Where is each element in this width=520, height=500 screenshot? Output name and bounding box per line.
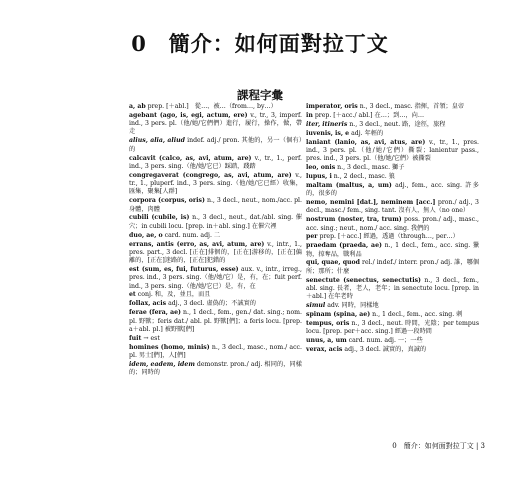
definition: adv. 同時，同樣地 bbox=[325, 302, 379, 310]
definition: card. num. adj. 二 bbox=[162, 231, 221, 239]
vocab-entry bbox=[306, 311, 479, 319]
headword: agebant (ago, is, egi, actum, ere) bbox=[129, 111, 248, 119]
vocab-entry bbox=[129, 241, 302, 266]
headword: nemo, nemini [dat.], neminem [acc.] bbox=[306, 199, 436, 207]
definition: v., tr., 1., pluperf. ind., 3 pers. sing.（他/她/它已經）收集，匯集，聚集[人群] bbox=[129, 171, 302, 196]
definition: prep. [＋abl.] 從…、被…（from…, by…） bbox=[145, 103, 277, 110]
vocab-entry bbox=[306, 182, 479, 199]
vocab-entry bbox=[306, 233, 479, 241]
vocab-column-right bbox=[306, 103, 479, 355]
vocab-entry bbox=[306, 112, 479, 120]
vocab-entry bbox=[306, 302, 479, 310]
headword: errans, antis (erro, as, avi, atum, are) bbox=[129, 240, 265, 248]
headword: qui, quae, quod bbox=[306, 259, 360, 267]
headword: verax, acis bbox=[306, 346, 343, 353]
headword: per bbox=[306, 233, 318, 241]
headword: maltam (maltus, a, um) bbox=[306, 181, 392, 189]
vocab-entry bbox=[306, 277, 479, 302]
headword: iuvenis, is, e bbox=[306, 129, 350, 137]
definition: rel./ indef./ interr. pron./ adj. 誰，哪個所；那所；什麼 bbox=[306, 259, 480, 275]
headword: duo, ae, o bbox=[129, 231, 163, 239]
chapter-title: 0 簡介：如何面對拉丁文 bbox=[131, 31, 389, 56]
vocab-entry bbox=[306, 216, 479, 233]
vocab-entry bbox=[306, 103, 479, 111]
definition: adj., 3 decl. 虛偽的；不誠實的 bbox=[166, 300, 256, 308]
definition: n., 1 decl., fem., gen./ dat. sing.; nom. pl. 野獸；feris dat./ abl. pl. 野獸[們]；a feris locu. [prep. a＋abl. pl.] 被野獸[們] bbox=[129, 309, 303, 333]
vocab-entry bbox=[129, 214, 302, 231]
vocab-entry bbox=[129, 103, 302, 111]
vocab-entry bbox=[129, 137, 302, 154]
vocab-entry bbox=[129, 266, 302, 291]
headword: fuit bbox=[129, 334, 142, 342]
definition: n., 1 decl., fem., acc. sing. 刺 bbox=[370, 311, 463, 319]
vocab-entry bbox=[129, 309, 302, 334]
definition: v., tr., 1., perf. ind., 3 pers. sing.（他/她/它已）踩踏，踐踏 bbox=[129, 154, 303, 170]
vocab-entry bbox=[306, 199, 479, 216]
vocab-entry bbox=[129, 112, 302, 137]
vocab-entry bbox=[129, 344, 302, 361]
vocab-entry bbox=[306, 130, 479, 138]
section-title: 課程字彙 bbox=[237, 88, 283, 102]
page-footer: 0 簡介：如何面對拉丁文 | 3 bbox=[392, 442, 485, 450]
headword: a, ab bbox=[129, 103, 146, 110]
vocab-entry bbox=[129, 172, 302, 197]
vocab-entry bbox=[306, 121, 479, 129]
definition: aux. v., intr., irreg., pres. ind., 3 pers. sing.（他/她/它）是，有，在；fuit perf. ind., 3 pers. sing.（他/她/它已）是，有，在 bbox=[129, 265, 302, 290]
headword: simul bbox=[306, 302, 326, 310]
vocab-column-left bbox=[129, 103, 302, 378]
headword: homines (homo, minis) bbox=[129, 343, 210, 351]
definition: n., 1 decl., fem., acc. sing. 獵物，掠奪品，戰利品 bbox=[306, 242, 480, 258]
headword: follax, acis bbox=[129, 300, 167, 308]
headword: lupus, i bbox=[306, 172, 332, 180]
headword: ferae (fera, ae) bbox=[129, 309, 181, 317]
definition: n., 2 decl., masc. 狼 bbox=[331, 172, 395, 180]
definition: n., 3 decl., masc. 獅子 bbox=[335, 164, 405, 172]
headword: congregaverat (congrego, as, avi, atum, are) bbox=[129, 171, 292, 179]
headword: praedam (praeda, ae) bbox=[306, 242, 382, 250]
vocab-entry bbox=[129, 361, 302, 378]
headword: iter, itineris bbox=[306, 120, 348, 128]
definition: pron./ adj., 3 decl., masc./ fem., sing. tant. 沒有人，無人（no one） bbox=[306, 199, 479, 215]
definition: n., 3 decl., neut., dat./abl. sing. 催穴；in cubili locu. [prep. in＋abl. sing.] 在催穴裡 bbox=[129, 214, 302, 230]
headword: alius, alia, aliud bbox=[129, 137, 185, 145]
definition: n., 3 decl., masc., nom./ acc. pl. 男士[們]，人[們] bbox=[129, 343, 302, 359]
definition: n., 3 decl., neut. 時間，光陰；per tempus locu. [prep. per＋acc. sing.] 經過一段時間 bbox=[306, 319, 479, 336]
vocab-entry bbox=[129, 232, 302, 240]
headword: idem, eadem, idem bbox=[129, 360, 195, 368]
definition: conj. 和，及，並且，而且 bbox=[135, 291, 211, 299]
vocab-entry bbox=[306, 173, 479, 181]
vocab-entry bbox=[129, 291, 302, 299]
headword: laniant (lanio, as, avi, atus, are) bbox=[306, 138, 426, 146]
definition: adj., 3 decl. 誠實的，真誠的 bbox=[342, 346, 427, 353]
definition: prep. [＋acc./ abl.] 在…；到…，向… bbox=[312, 111, 425, 119]
vocab-entry bbox=[306, 242, 479, 259]
definition: → est bbox=[141, 334, 160, 342]
headword: cubili (cubile, is) bbox=[129, 214, 190, 222]
definition: adj. 年輕的 bbox=[349, 129, 384, 137]
headword: calcavit (calco, as, avi, atum, are) bbox=[129, 154, 252, 162]
headword: nostrum (noster, tra, trum) bbox=[306, 216, 402, 224]
headword: unus, a, um bbox=[306, 337, 347, 345]
definition: prep. [＋acc.] 經過，透過（through…, per…） bbox=[317, 233, 459, 241]
definition: v., intr., 1., pres. part., 3 decl. [正在]排徊的，[正在]游移的，[正在]偏離的，[正在]迷路的，[正在]犯錯的 bbox=[129, 240, 302, 265]
headword: tempus, oris bbox=[306, 319, 350, 327]
definition: adj., fem., acc. sing. 許多的，很多的 bbox=[306, 181, 479, 198]
definition: n., 3 decl., neut., nom./acc. pl. 身體，肉體 bbox=[129, 197, 302, 213]
definition: demonstr. pron./ adj. 相同的，同樣的；同時的 bbox=[129, 360, 302, 377]
vocab-entry bbox=[129, 300, 302, 308]
definition: card. num. adj. 一；一些 bbox=[346, 337, 423, 345]
vocab-entry bbox=[306, 259, 479, 276]
vocab-entry bbox=[306, 139, 479, 164]
vocab-entry bbox=[306, 346, 479, 354]
vocab-entry bbox=[306, 337, 479, 345]
headword: in bbox=[306, 111, 313, 119]
headword: corpora (corpus, oris) bbox=[129, 197, 205, 205]
headword: spinam (spina, ae) bbox=[306, 311, 371, 319]
definition: n., 3 decl., neut. 路，途徑，旅程 bbox=[347, 120, 446, 128]
vocab-entry bbox=[129, 197, 302, 214]
headword: est (sum, es, fui, futurus, esse) bbox=[129, 265, 239, 273]
headword: et bbox=[129, 291, 136, 299]
definition: n., 3 decl., fem., abl. sing. 長者，老人，老年；in senectute locu. [prep. in＋abl.] 在年老時 bbox=[306, 276, 479, 301]
definition: v., tr., 1., pres. ind., 3 pers. pl.（他/她/它們）撕裂；lanientur pass., pres. ind., 3 pers. pl.（他/她/它們）被撕裂 bbox=[306, 138, 479, 163]
vocab-entry bbox=[129, 335, 302, 343]
vocab-entry bbox=[129, 155, 302, 172]
headword: leo, onis bbox=[306, 164, 336, 172]
definition: v., tr., 3, imperf. ind., 3 pers. pl.（他/她/它們們）進行，履行，操作，做，帶走 bbox=[129, 111, 303, 136]
headword: senectute (senectus, senectutis) bbox=[306, 276, 421, 284]
definition: n., 3 decl., masc. 指揮，首領；皇帝 bbox=[357, 103, 465, 110]
vocab-entry bbox=[306, 164, 479, 172]
definition: indef. adj./ pron. 其他的，另一（個有）的 bbox=[129, 137, 302, 153]
headword: imperator, oris bbox=[306, 103, 358, 110]
vocab-entry bbox=[306, 320, 479, 337]
definition: poss. pron./ adj., masc., acc. sing.; neut., nom./ acc. sing. 我們的 bbox=[306, 216, 480, 232]
